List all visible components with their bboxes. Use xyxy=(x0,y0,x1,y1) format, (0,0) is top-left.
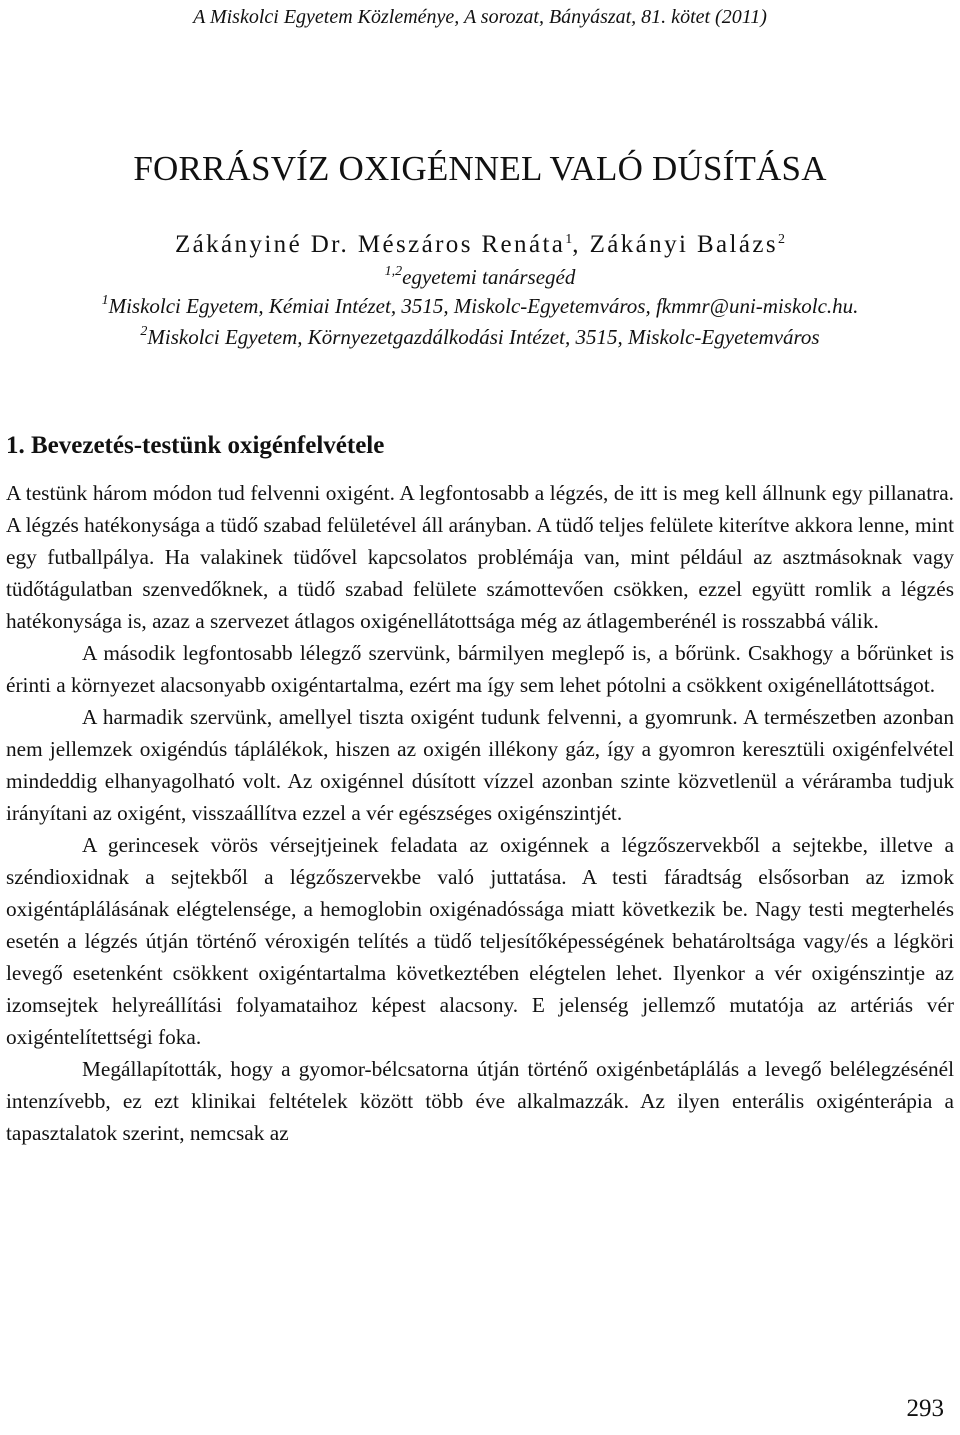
body-paragraph: A harmadik szervünk, amellyel tiszta oxigént tudunk felvenni, a gyomrunk. A természetben azonban nem jellemzek oxigéndús táplálékok, hiszen az oxigén illékony gáz, így a gyomron keresztüli oxigénfelvétel mindeddig elhanyagolható volt. Az oxigénnel dúsított vízzel azonban szinte közvetlenül a véráramba tudjuk irányítani az oxigént, visszaállítva ezzel a vér egészséges oxigénszintjét. xyxy=(6,705,954,825)
author-affiliation-marker: 2 xyxy=(778,232,786,247)
affiliation-1-text: Miskolci Egyetem, Kémiai Intézet, 3515, Miskolc-Egyetemváros, fkmmr@uni-miskolc.hu. xyxy=(108,294,859,318)
section-body xyxy=(6,477,954,1149)
body-paragraph: A gerincesek vörös vérsejtjeinek feladata az oxigénnek a légzőszervekből a sejtekbe, illetve a széndioxidnak a sejtekből a légzőszervekbe való juttatása. A testi fáradtság elsősorban az izmok oxigéntáplálásának elégtelensége, a hemoglobin oxigénadóssága miatt következik be. Nagy testi megterhelés esetén a légzés útján történő véroxigén telítés a tüdő teljesítőképességének behatároltsága vagy/és a légköri levegő esetenként csökkent oxigéntartalma következtében elégtelen lehet. Ilyenkor a vér oxigénszintje az izomsejtek helyreállítási folyamataihoz képest alacsony. E jelenség jellemző mutatója az artériás vér oxigéntelítettségi foka. xyxy=(6,833,954,1049)
affiliation-role-text: egyetemi tanársegéd xyxy=(402,265,576,289)
body-paragraph: A második legfontosabb lélegző szervünk, bármilyen meglepő is, a bőrünk. Csakhogy a bőrünket is érinti a környezet alacsonyabb oxigéntartalma, ezért ma így sem lehet pótolni a csökkent oxigénellátottságot. xyxy=(6,641,954,697)
author-separator: , xyxy=(572,231,590,258)
author-line xyxy=(0,224,960,261)
affiliation-2 xyxy=(0,318,960,351)
article-title: FORRÁSVÍZ OXIGÉNNEL VALÓ DÚSÍTÁSA xyxy=(133,149,827,188)
affiliation-marker: 1,2 xyxy=(384,264,403,279)
author-affiliation-marker: 1 xyxy=(565,232,573,247)
page-number: 293 xyxy=(906,1395,944,1422)
affiliation-2-text: Miskolci Egyetem, Környezetgazdálkodási Intézet, 3515, Miskolc-Egyetemváros xyxy=(147,325,820,349)
running-head: A Miskolci Egyetem Közleménye, A sorozat, Bányászat, 81. kötet (2011) xyxy=(193,6,767,28)
author-name: Zákányiné Dr. Mészáros Renáta xyxy=(174,231,566,258)
body-paragraph: A testünk három módon tud felvenni oxigént. A legfontosabb a légzés, de itt is meg kell állnunk egy pillanatra. A légzés hatékonysága a tüdő szabad felületével áll arányban. A tüdő teljes felülete kiterítve akkora lenne, mint egy futballpálya. Ha valakinek tüdővel kapcsolatos problémája van, mint például az asztmásoknak vagy tüdőtágulatban szenvedőknek, a tüdő szabad felülete számottevően csökken, ezzel együtt romlik a légzés hatékonysága is, azaz a szervezet átlagos oxigénellátottsága még az átlagemberénél is rosszabbá válik. xyxy=(6,481,954,633)
affiliation-marker: 2 xyxy=(140,324,148,339)
affiliation-marker: 1 xyxy=(101,293,109,308)
author-name: Zákányi Balázs xyxy=(589,231,779,258)
affiliation-1 xyxy=(0,287,960,320)
section-heading: 1. Bevezetés-testünk oxigénfelvétele xyxy=(6,432,385,459)
body-paragraph: Megállapították, hogy a gyomor-bélcsatorna útján történő oxigénbetáplálás a levegő belélegzésénél intenzívebb, ez ezt klinikai feltételek között több éve alkalmazzák. Az ilyen enterális oxigénterápia a tapasztalatok szerint, nemcsak az xyxy=(6,1057,954,1145)
